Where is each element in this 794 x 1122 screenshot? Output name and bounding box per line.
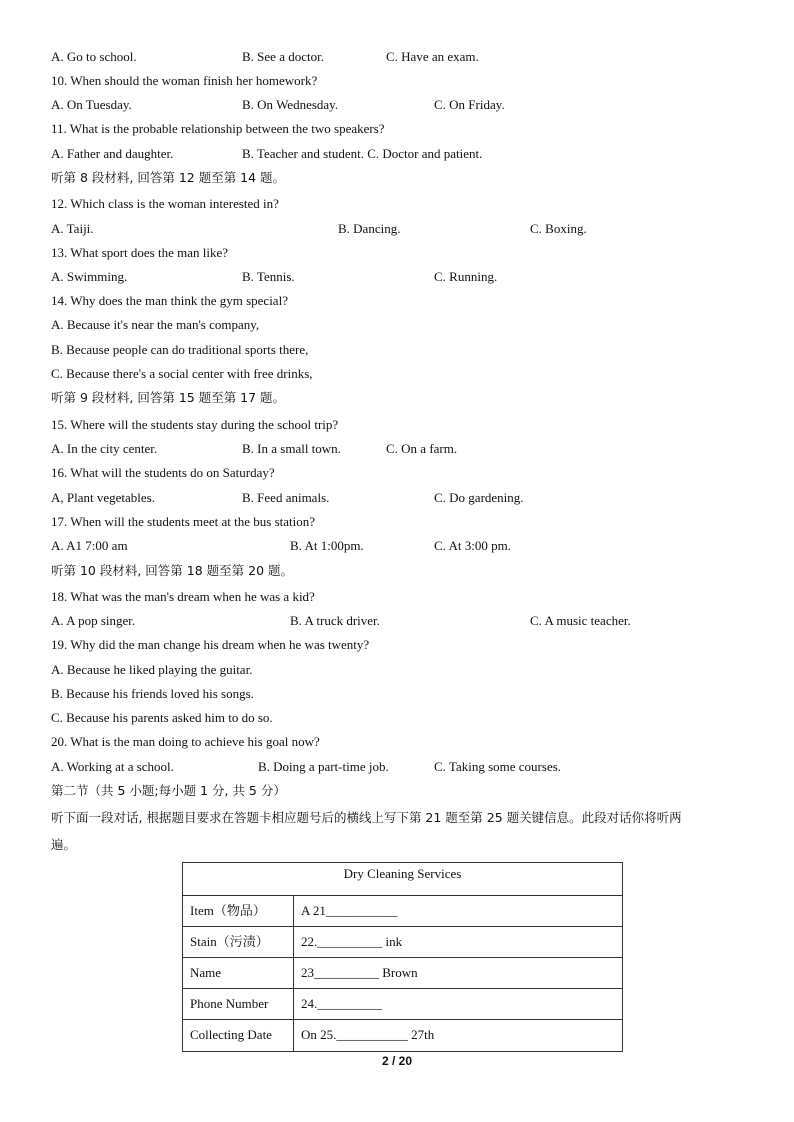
q14-option-c: C. Because there's a social center with free drinks, bbox=[51, 366, 313, 381]
q9-option-a: A. Go to school. bbox=[51, 49, 137, 64]
q10-stem: 10. When should the woman finish her homework? bbox=[51, 73, 318, 88]
q10-option-c: C. On Friday. bbox=[434, 97, 505, 112]
q11-option-bc: B. Teacher and student. C. Doctor and patient. bbox=[242, 146, 483, 161]
q12-option-b: B. Dancing. bbox=[338, 221, 401, 236]
q14-option-b: B. Because people can do traditional sports there, bbox=[51, 342, 309, 357]
q9-option-c: C. Have an exam. bbox=[386, 49, 479, 64]
table-row bbox=[183, 895, 622, 926]
part2-instruction-line1: 听下面一段对话, 根据题目要求在答题卡相应题号后的横线上写下第 21 题至第 25 题关键信息。此段对话你将听两 bbox=[51, 810, 682, 825]
q15-option-c: C. On a farm. bbox=[386, 441, 458, 456]
q20-option-a: A. Working at a school. bbox=[51, 759, 174, 774]
q18-option-a: A. A pop singer. bbox=[51, 613, 136, 628]
q13-stem: 13. What sport does the man like? bbox=[51, 245, 229, 260]
q12-stem: 12. Which class is the woman interested in? bbox=[51, 196, 279, 211]
row-value-name: 23__________ Brown bbox=[301, 965, 418, 980]
q14-option-a: A. Because it's near the man's company, bbox=[51, 317, 260, 332]
q19-option-a: A. Because he liked playing the guitar. bbox=[51, 662, 253, 677]
row-label-name: Name bbox=[183, 958, 294, 988]
q18-option-c: C. A music teacher. bbox=[530, 613, 631, 628]
q20-stem: 20. What is the man doing to achieve his goal now? bbox=[51, 734, 320, 749]
q19-option-c: C. Because his parents asked him to do so. bbox=[51, 710, 273, 725]
q13-option-c: C. Running. bbox=[434, 269, 498, 284]
q20-option-b: B. Doing a part-time job. bbox=[258, 759, 389, 774]
section-9-instruction: 听第 9 段材料, 回答第 15 题至第 17 题。 bbox=[51, 390, 286, 405]
row-label-collecting-date: Collecting Date bbox=[183, 1020, 294, 1051]
section-8-instruction: 听第 8 段材料, 回答第 12 题至第 14 题。 bbox=[51, 170, 286, 185]
q12-option-a: A. Taiji. bbox=[51, 221, 94, 236]
row-value-collecting-date: On 25.___________ 27th bbox=[301, 1027, 435, 1042]
part2-instruction-line2: 遍。 bbox=[51, 837, 77, 852]
q14-stem: 14. Why does the man think the gym special? bbox=[51, 293, 288, 308]
table-row bbox=[183, 988, 622, 1019]
table-row bbox=[183, 926, 622, 957]
table-row bbox=[183, 1019, 622, 1051]
q18-option-b: B. A truck driver. bbox=[290, 613, 380, 628]
q9-option-b: B. See a doctor. bbox=[242, 49, 324, 64]
q17-option-b: B. At 1:00pm. bbox=[290, 538, 364, 553]
q11-stem: 11. What is the probable relationship between the two speakers? bbox=[51, 121, 385, 136]
row-label-stain: Stain（污渍） bbox=[183, 927, 294, 957]
q20-option-c: C. Taking some courses. bbox=[434, 759, 562, 774]
row-label-item: Item（物品） bbox=[183, 896, 294, 926]
row-value-stain: 22.__________ ink bbox=[301, 934, 403, 949]
row-label-phone: Phone Number bbox=[183, 989, 294, 1019]
dry-cleaning-table bbox=[182, 862, 623, 1052]
q11-option-a: A. Father and daughter. bbox=[51, 146, 174, 161]
q16-option-a: A, Plant vegetables. bbox=[51, 490, 155, 505]
q13-option-a: A. Swimming. bbox=[51, 269, 128, 284]
q18-stem: 18. What was the man's dream when he was a kid? bbox=[51, 589, 315, 604]
q12-option-c: C. Boxing. bbox=[530, 221, 587, 236]
row-value-item: A 21___________ bbox=[301, 903, 398, 918]
q15-option-a: A. In the city center. bbox=[51, 441, 158, 456]
q16-stem: 16. What will the students do on Saturday? bbox=[51, 465, 275, 480]
q17-option-c: C. At 3:00 pm. bbox=[434, 538, 511, 553]
part2-heading: 第二节（共 5 小题;每小题 1 分, 共 5 分） bbox=[51, 783, 286, 798]
q17-option-a: A. A1 7:00 am bbox=[51, 538, 128, 553]
q16-option-b: B. Feed animals. bbox=[242, 490, 330, 505]
page-number: 2 / 20 bbox=[381, 1054, 413, 1068]
table-row bbox=[183, 957, 622, 988]
q15-stem: 15. Where will the students stay during the school trip? bbox=[51, 417, 339, 432]
section-10-instruction: 听第 10 段材料, 回答第 18 题至第 20 题。 bbox=[51, 563, 294, 578]
q17-stem: 17. When will the students meet at the bus station? bbox=[51, 514, 316, 529]
table-title: Dry Cleaning Services bbox=[343, 866, 462, 881]
q10-option-b: B. On Wednesday. bbox=[242, 97, 339, 112]
q19-option-b: B. Because his friends loved his songs. bbox=[51, 686, 254, 701]
q15-option-b: B. In a small town. bbox=[242, 441, 341, 456]
q13-option-b: B. Tennis. bbox=[242, 269, 295, 284]
q10-option-a: A. On Tuesday. bbox=[51, 97, 132, 112]
row-value-phone: 24.__________ bbox=[301, 996, 383, 1011]
q16-option-c: C. Do gardening. bbox=[434, 490, 524, 505]
q19-stem: 19. Why did the man change his dream when he was twenty? bbox=[51, 637, 370, 652]
